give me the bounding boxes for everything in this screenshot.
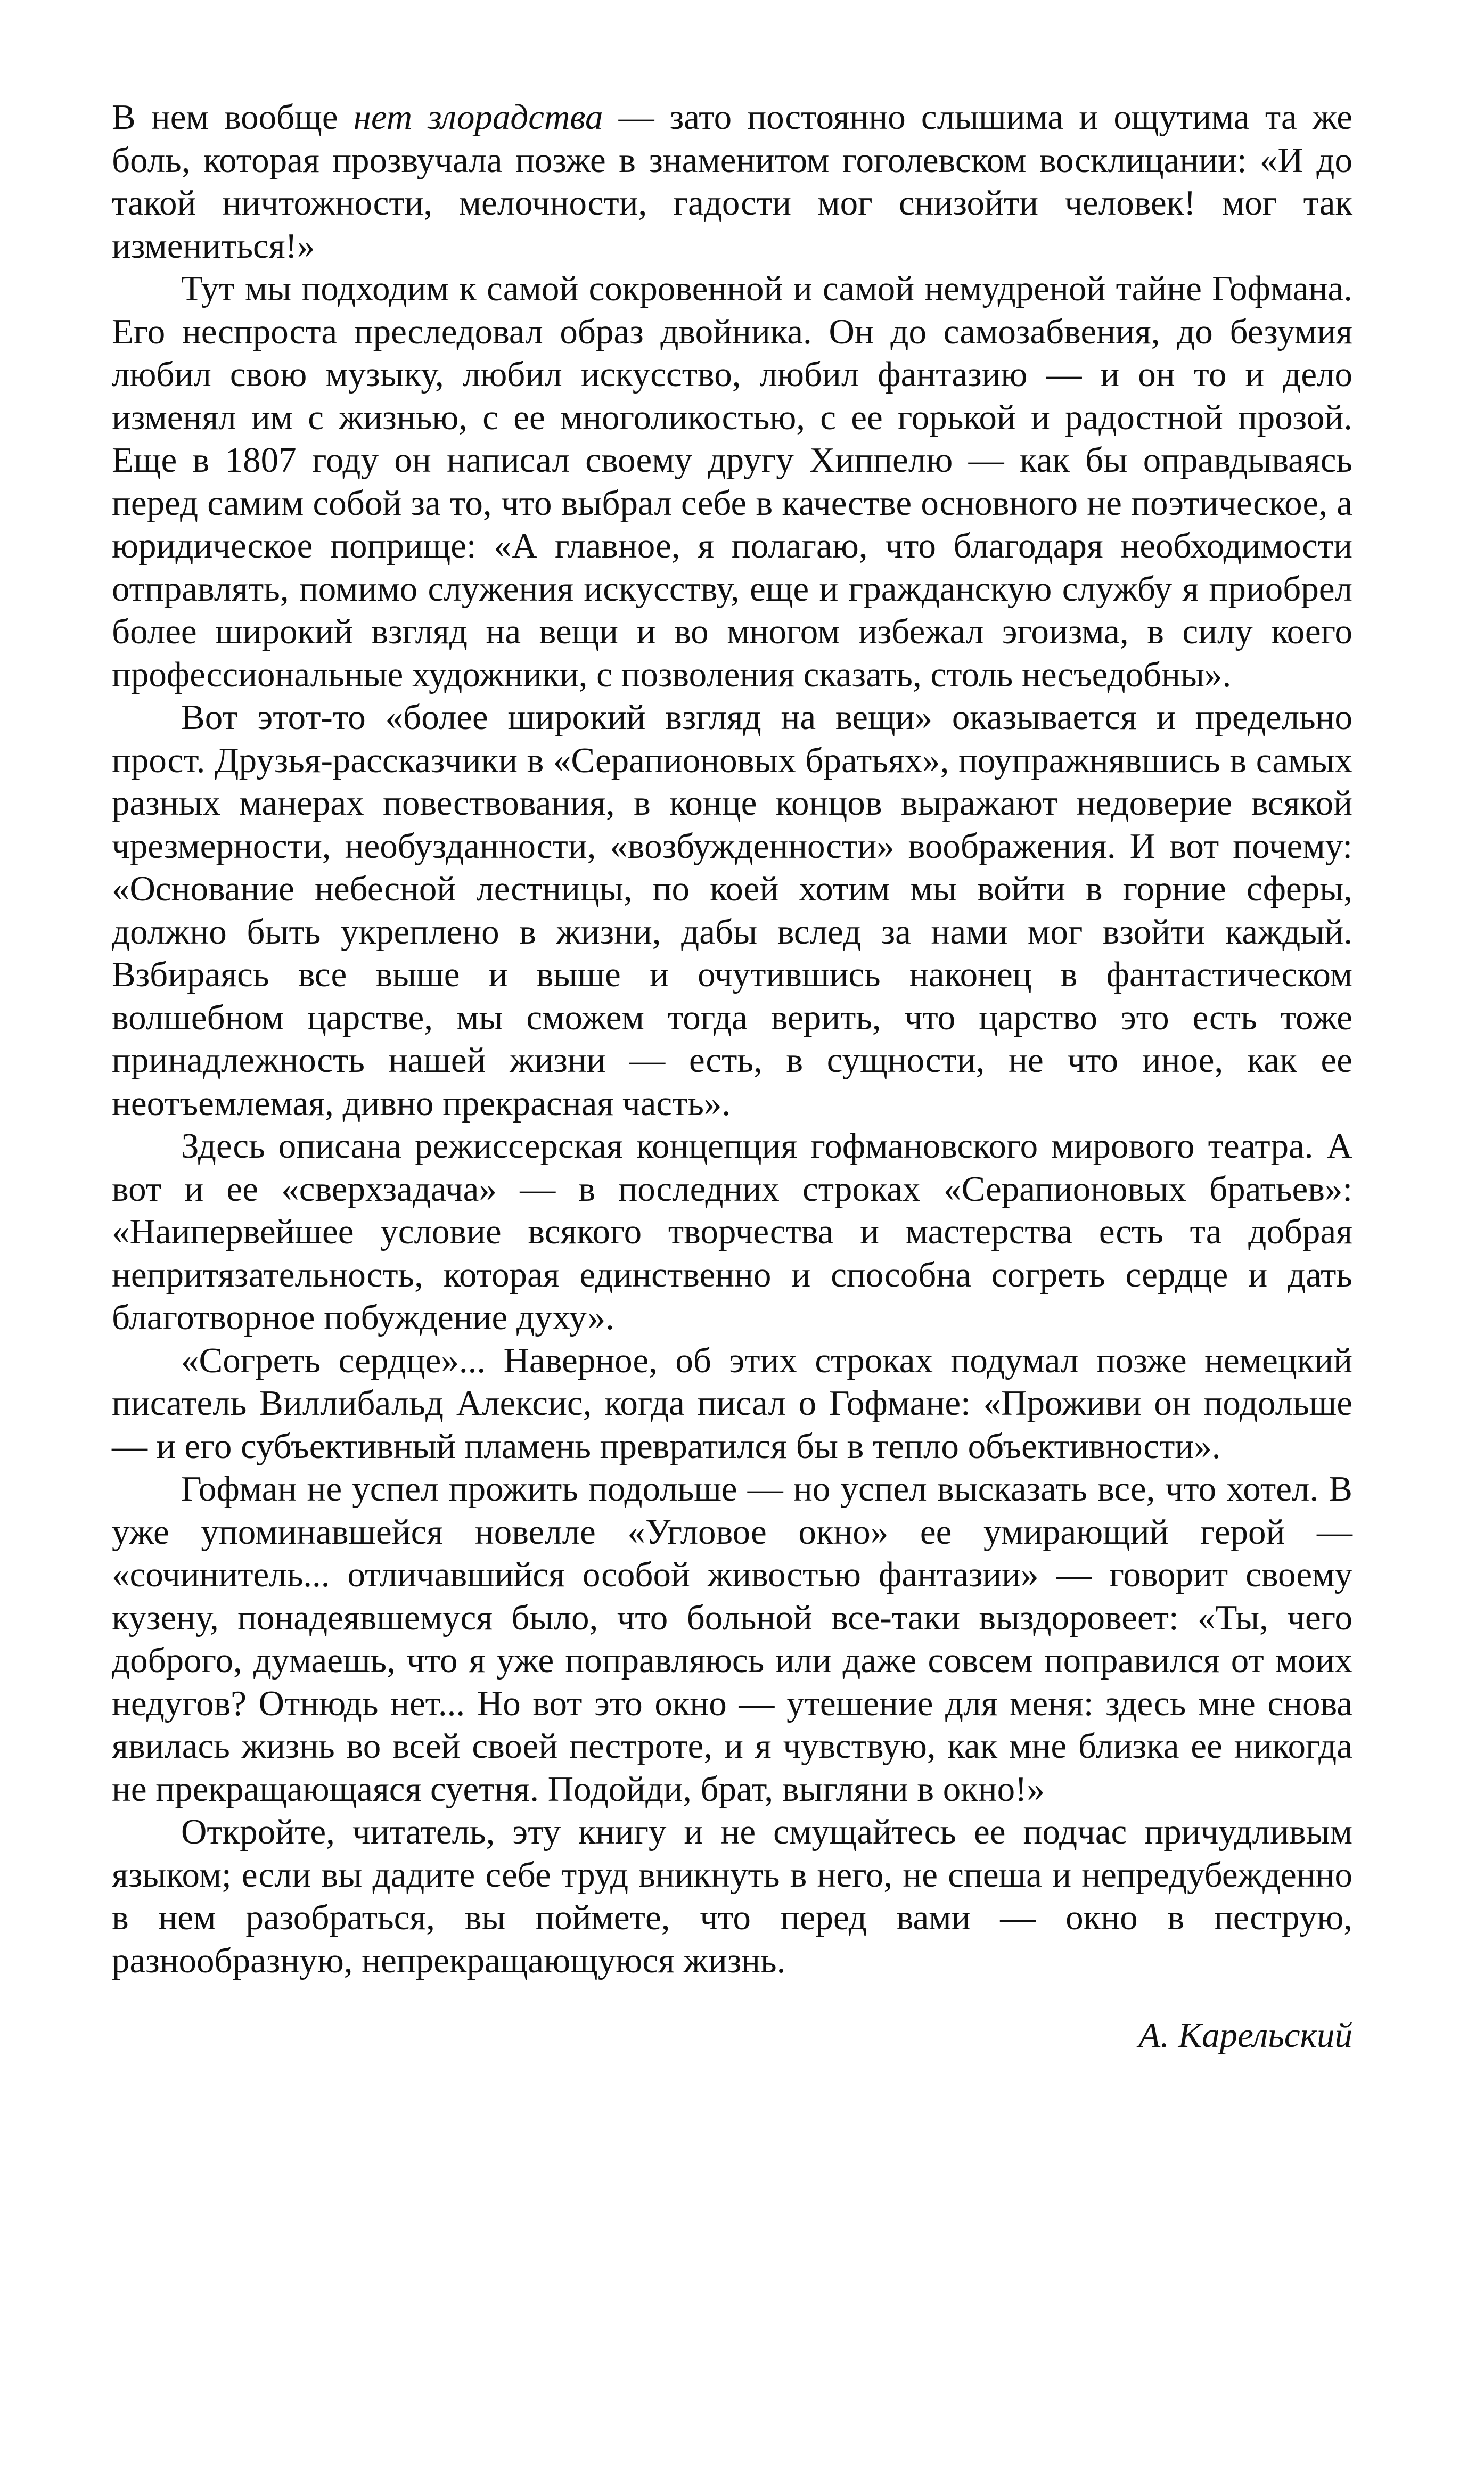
emphasis-net-zloradstva: нет злорадства	[353, 97, 603, 137]
paragraph-1	[112, 96, 1352, 267]
document-page	[112, 96, 1352, 2057]
paragraph-4: Здесь описана режиссерская концепция гофмановского мирового театра. А вот и ее «сверхзадача» — в последних строках «Серапионовых братьев»: «Наипервейшее условие всякого творчества и мастерства есть та добрая непритязательность, которая единственно и способна согреть сердце и дать благотворное побуждение духу».	[112, 1126, 1352, 1337]
paragraph-1-start: В нем вообще	[112, 97, 354, 137]
paragraph-1-rest: — зато постоянно слышима и ощутима та же боль, которая прозвучала позже в знаменитом гоголевском восклицании: «И до такой ничтожности, мелочности, гадости мог снизойти человек! мог так измениться!»	[112, 97, 1352, 266]
paragraph-5: «Согреть сердце»... Наверное, об этих строках подумал позже немецкий писатель Виллибальд Алексис, когда писал о Гофмане: «Проживи он подольше — и его субъективный пламень превратился бы в тепло объективности».	[112, 1340, 1352, 1466]
paragraph-2: Тут мы подходим к самой сокровенной и самой немудреной тайне Гофмана. Его неспроста преследовал образ двойника. Он до самозабвения, до безумия любил свою музыку, любил искусство, любил фантазию — и он то и дело изменял им с жизнью, с ее многоликостью, с ее горькой и радостной прозой. Еще в 1807 году он написал своему другу Хиппелю — как бы оправдываясь перед самим собой за то, что выбрал себе в качестве основного не поэтическое, а юридическое поприще: «А главное, я полагаю, что благодаря необходимости отправлять, помимо служения искусству, еще и гражданскую службу я приобрел более широкий взгляд на вещи и во многом избежал эгоизма, в силу коего профессиональные художники, с позволения сказать, столь несъедобны».	[112, 269, 1352, 694]
paragraph-6: Гофман не успел прожить подольше — но успел высказать все, что хотел. В уже упоминавшейся новелле «Угловое окно» ее умирающий герой — «сочинитель... отличавшийся особой живостью фантазии» — говорит своему кузену, понадеявшемуся было, что больной все-таки выздоровеет: «Ты, чего доброго, думаешь, что я уже поправляюсь или даже совсем поправился от моих недугов? Отнюдь нет... Но вот это окно — утешение для меня: здесь мне снова явилась жизнь во всей своей пестроте, и я чувствую, как мне близка ее никогда не прекращающаяся суетня. Подойди, брат, выгляни в окно!»	[112, 1469, 1352, 1809]
paragraph-3: Вот этот-то «более широкий взгляд на вещи» оказывается и предельно прост. Друзья-рассказчики в «Серапионовых братьях», поупражнявшись в самых разных манерах повествования, в конце концов выражают недоверие всякой чрезмерности, необузданности, «возбужденности» воображения. И вот почему: «Основание небесной лестницы, по коей хотим мы войти в горние сферы, должно быть укреплено в жизни, дабы вслед за нами мог взойти каждый. Взбираясь все выше и выше и очутившись наконец в фантастическом волшебном царстве, мы сможем тогда верить, что царство это есть тоже принадлежность нашей жизни — есть, в сущности, не что иное, как ее неотъемлемая, дивно прекрасная часть».	[112, 698, 1352, 1123]
author-signature: А. Карельский	[1138, 2016, 1352, 2055]
paragraph-7: Откройте, читатель, эту книгу и не смущайтесь ее подчас причудливым языком; если вы дадите себе труд вникнуть в него, не спеша и непредубежденно в нем разобраться, вы поймете, что перед вами — окно в пеструю, разнообразную, непрекращающуюся жизнь.	[112, 1812, 1352, 1980]
